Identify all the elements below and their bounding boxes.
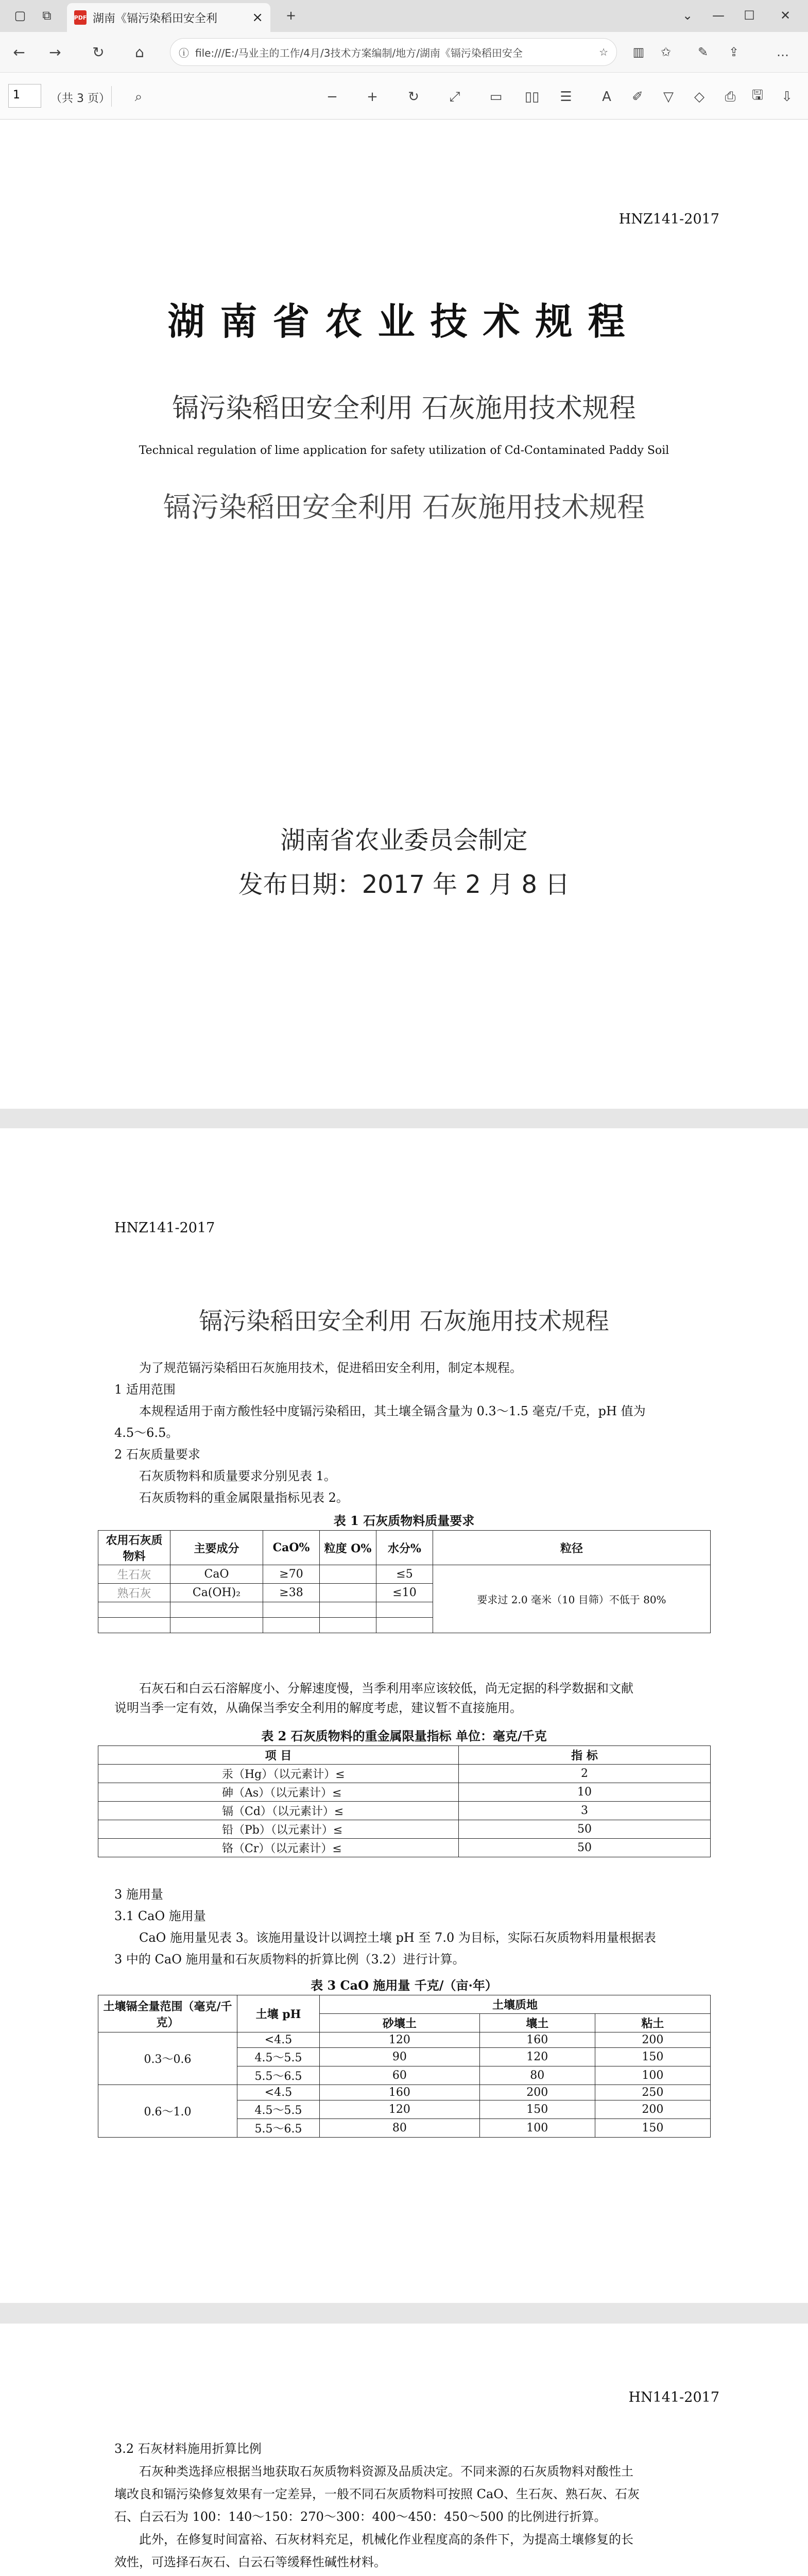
- table-cell: 200: [595, 2032, 710, 2048]
- refresh-icon[interactable]: ↻: [92, 43, 105, 61]
- table-cell: Ca(OH)₂: [170, 1584, 263, 1602]
- table-cell: 50: [459, 1839, 711, 1857]
- intro-text: 为了规范镉污染稻田石灰施用技术，促进稻田安全利用，制定本规程。: [139, 1361, 522, 1375]
- tab-restore-icon[interactable]: ⧉: [42, 8, 51, 23]
- table-cell: 铬（Cr）（以元素计）≤: [98, 1839, 459, 1857]
- table-cell: 100: [595, 2066, 710, 2085]
- document-subtitle: 镉污染稻田安全利用 石灰施用技术规程: [172, 393, 636, 424]
- paragraph-line: 3.2 石灰材料施用折算比例: [114, 2442, 262, 2456]
- zoom-in-icon[interactable]: +: [367, 89, 378, 105]
- page-title: 镉污染稻田安全利用 石灰施用技术规程: [199, 1307, 609, 1335]
- table-header: 项 目: [98, 1746, 459, 1765]
- close-window-icon[interactable]: ✕: [780, 8, 791, 23]
- toc-icon[interactable]: ☰: [560, 89, 572, 105]
- address-row: [0, 32, 808, 72]
- table-header: 主要成分: [170, 1531, 263, 1565]
- notes-icon[interactable]: ✎: [697, 45, 709, 59]
- english-title: Technical regulation of lime application for safety utilization of Cd-Contaminated Paddy Soil: [139, 444, 669, 457]
- particle-size-note: 要求过 2.0 毫米（10 目筛）不低于 80%: [433, 1565, 711, 1633]
- table-cell: [320, 1584, 376, 1602]
- table-cell: 0.6～1.0: [98, 2085, 237, 2138]
- paragraph-line: 石灰石和白云石溶解度小、分解速度慢，当季利用率应该较低，尚无定据的科学数据和文献: [139, 1681, 633, 1696]
- paragraph-line: 本规程适用于南方酸性轻中度镉污染稻田，其土壤全镉含量为 0.3～1.5 毫克/千克，pH 值为: [139, 1404, 646, 1418]
- table-header: 指 标: [459, 1746, 711, 1765]
- table-heavy-metal-limits: [98, 1745, 711, 1857]
- table-row: [98, 2085, 711, 2100]
- print-icon[interactable]: ⎙: [725, 89, 736, 105]
- address-bar[interactable]: [170, 38, 617, 66]
- paragraph-line: 壤改良和镉污染修复效果有一定差异，一般不同石灰质物料可按照 CaO、生石灰、熟石灰、石灰: [114, 2487, 640, 2501]
- table-cell: 4.5～5.5: [237, 2048, 320, 2066]
- save-as-icon[interactable]: ⇩: [781, 89, 793, 105]
- new-tab-icon[interactable]: +: [285, 8, 297, 23]
- standard-code: HNZ141-2017: [618, 211, 719, 227]
- browser-chrome: [0, 0, 808, 120]
- table-cell: <4.5: [237, 2085, 320, 2100]
- info-icon[interactable]: ⓘ: [179, 46, 189, 59]
- draw-icon[interactable]: ✐: [632, 89, 643, 105]
- table-cell: 120: [320, 2032, 480, 2048]
- table-cell: 4.5～5.5: [237, 2100, 320, 2119]
- table-cell: 3: [459, 1802, 711, 1820]
- page-view-icon[interactable]: ▭: [489, 89, 503, 105]
- paragraph-line: 石灰质物料和质量要求分别见表 1。: [139, 1469, 336, 1483]
- paragraph-line: 石、白云石为 100：140～150：270～300：400～450：450～500 的比例进行折算。: [114, 2510, 607, 2524]
- document-title: 湖南省农业技术规程: [167, 299, 641, 343]
- table-cell: 90: [320, 2048, 480, 2066]
- table-header: 粒度 O%: [320, 1531, 376, 1565]
- section-heading: 2 石灰质量要求: [114, 1447, 200, 1462]
- fit-page-icon[interactable]: ⤢: [449, 89, 460, 105]
- pdf-page-2: [0, 1128, 808, 2303]
- pdf-page-1: [0, 120, 808, 1109]
- table-cell: 160: [479, 2032, 595, 2048]
- section-heading: 3 施用量: [114, 1887, 163, 1902]
- paragraph-line: 石灰种类选择应根据当地获取石灰质物料资源及品质决定。不同来源的石灰质物料对酸性土: [139, 2464, 633, 2479]
- table-cell: 80: [479, 2066, 595, 2085]
- clipped-subtitle: 镉污染稻田安全利用 石灰施用技术规程: [163, 491, 645, 523]
- table-cell: 150: [595, 2048, 710, 2066]
- table-cell: 120: [320, 2100, 480, 2119]
- table-cao-dosage: [98, 1995, 711, 2138]
- back-icon[interactable]: ←: [13, 43, 25, 61]
- read-aloud-icon[interactable]: A: [602, 89, 611, 105]
- table-row: [98, 2032, 711, 2048]
- table-header: 土壤镉全量范围（毫克/千克）: [98, 1995, 237, 2032]
- table-cell: 铅（Pb）（以元素计）≤: [98, 1820, 459, 1839]
- table-cell: 80: [320, 2119, 480, 2138]
- url-text: file:///E:/马业主的工作/4月/3技术方案编制/地方/湖南《镉污染稻田安全: [195, 46, 523, 59]
- table-header: 粒径: [433, 1531, 711, 1565]
- maximize-icon[interactable]: ☐: [744, 8, 755, 23]
- table-caption: 表 1 石灰质物料质量要求: [333, 1513, 475, 1528]
- table-cell: ≤10: [376, 1584, 433, 1602]
- table-caption: 表 3 CaO 施用量 千克/（亩·年）: [311, 1978, 497, 1993]
- table-cell: 120: [479, 2048, 595, 2066]
- table-cell: 200: [479, 2085, 595, 2100]
- table-cell: 2: [459, 1765, 711, 1783]
- table-cell: 汞（Hg）（以元素计）≤: [98, 1765, 459, 1783]
- highlight-icon[interactable]: ▽: [663, 89, 674, 105]
- paragraph-line: 3 中的 CaO 施用量和石灰质物料的折算比例（3.2）进行计算。: [114, 1952, 465, 1967]
- tab-bar: [0, 0, 808, 32]
- search-icon[interactable]: ⌕: [134, 89, 143, 105]
- save-icon[interactable]: 🖫: [751, 88, 764, 103]
- paragraph-line: 效性，可选择石灰石、白云石等缓释性碱性材料。: [114, 2555, 386, 2569]
- toolbar-divider: [111, 86, 112, 107]
- table-header: CaO%: [263, 1531, 320, 1565]
- table-cell: CaO: [170, 1565, 263, 1584]
- table-header: 砂壤土: [320, 2014, 480, 2032]
- tab-menu-icon[interactable]: ⌄: [682, 8, 693, 23]
- table-row: [98, 1839, 711, 1857]
- paragraph-line: CaO 施用量见表 3。该施用量设计以调控土壤 pH 至 7.0 为目标，实际石灰质物料用量根据表: [139, 1930, 656, 1945]
- table-header: 土壤 pH: [237, 1995, 320, 2032]
- table-cell: 5.5～6.5: [237, 2066, 320, 2085]
- paragraph-line: 石灰质物料的重金属限量指标见表 2。: [139, 1490, 349, 1505]
- table-cell: 200: [595, 2100, 710, 2119]
- split-screen-icon[interactable]: ▥: [632, 45, 645, 59]
- table-cell: 10: [459, 1783, 711, 1802]
- table-row: [98, 1783, 711, 1802]
- tab-title: 湖南《镉污染稻田安全利: [93, 12, 218, 25]
- table-row: [98, 1820, 711, 1839]
- table-row: [98, 1765, 711, 1783]
- table-cell: 100: [479, 2119, 595, 2138]
- table-cell: <4.5: [237, 2032, 320, 2048]
- table-cell: [320, 1565, 376, 1584]
- minimize-icon[interactable]: —: [712, 8, 725, 23]
- table-row: [98, 1802, 711, 1820]
- table-header: 土壤质地: [320, 1995, 711, 2014]
- table-header: 粘土: [595, 2014, 710, 2032]
- table-cell: 60: [320, 2066, 480, 2085]
- share-icon[interactable]: ⇪: [728, 45, 740, 59]
- table-header: 壤土: [479, 2014, 595, 2032]
- table-row: [98, 1565, 711, 1584]
- paragraph-line: 说明当季一定有效，从确保当季安全利用的解度考虑，建议暂不直接施用。: [114, 1701, 522, 1715]
- zoom-out-icon[interactable]: −: [326, 89, 338, 105]
- paragraph-line: 4.5～6.5。: [114, 1426, 179, 1440]
- table-cell: 150: [595, 2119, 710, 2138]
- rotate-icon[interactable]: ↻: [408, 89, 419, 105]
- forward-icon[interactable]: →: [49, 43, 61, 61]
- paragraph-line: 此外，在修复时间富裕、石灰材料充足，机械化作业程度高的条件下，为提高土壤修复的长: [139, 2532, 633, 2547]
- table-cell: 镉（Cd）（以元素计）≤: [98, 1802, 459, 1820]
- page-number-input[interactable]: 1: [8, 84, 41, 108]
- tab-close-icon[interactable]: ×: [252, 10, 263, 25]
- table-cell: 160: [320, 2085, 480, 2100]
- page-total: （共 3 页）: [50, 92, 110, 105]
- section-heading: 1 适用范围: [114, 1382, 176, 1397]
- erase-icon[interactable]: ◇: [694, 89, 704, 105]
- table-cell: 5.5～6.5: [237, 2119, 320, 2138]
- favorite-star-icon[interactable]: ☆: [599, 46, 608, 58]
- pdf-file-icon: PDF: [74, 10, 87, 25]
- table-cell: ≥70: [263, 1565, 320, 1584]
- table-cell: 熟石灰: [98, 1584, 170, 1602]
- pdf-page-3: [0, 2324, 808, 2576]
- table-caption: 表 2 石灰质物料的重金属限量指标 单位：毫克/千克: [261, 1728, 547, 1743]
- standard-code: HN141-2017: [628, 2389, 719, 2405]
- table-cell: 0.3～0.6: [98, 2032, 237, 2085]
- favorites-bar-icon[interactable]: ✩: [660, 45, 672, 59]
- table-cell: 250: [595, 2085, 710, 2100]
- table-cell: 生石灰: [98, 1565, 170, 1584]
- table-cell: ≥38: [263, 1584, 320, 1602]
- subsection-heading: 3.1 CaO 施用量: [114, 1909, 206, 1923]
- publisher: 湖南省农业委员会制定: [280, 826, 528, 855]
- table-cell: ≤5: [376, 1565, 433, 1584]
- table-cell: 砷（As）（以元素计）≤: [98, 1783, 459, 1802]
- tab-actions-icon[interactable]: ▢: [14, 8, 26, 23]
- pdf-toolbar: [0, 72, 808, 120]
- table-lime-quality: [98, 1530, 711, 1633]
- publish-date: 发布日期：2017 年 2 月 8 日: [238, 870, 570, 899]
- table-header: 水分%: [376, 1531, 433, 1565]
- standard-code: HNZ141-2017: [114, 1220, 215, 1236]
- home-icon[interactable]: ⌂: [135, 43, 144, 61]
- two-page-icon[interactable]: ▯▯: [524, 89, 540, 105]
- table-cell: 150: [479, 2100, 595, 2119]
- more-icon[interactable]: …: [777, 45, 789, 59]
- tab-active[interactable]: [67, 3, 270, 32]
- table-header: 农用石灰质物料: [98, 1531, 170, 1565]
- table-cell: 50: [459, 1820, 711, 1839]
